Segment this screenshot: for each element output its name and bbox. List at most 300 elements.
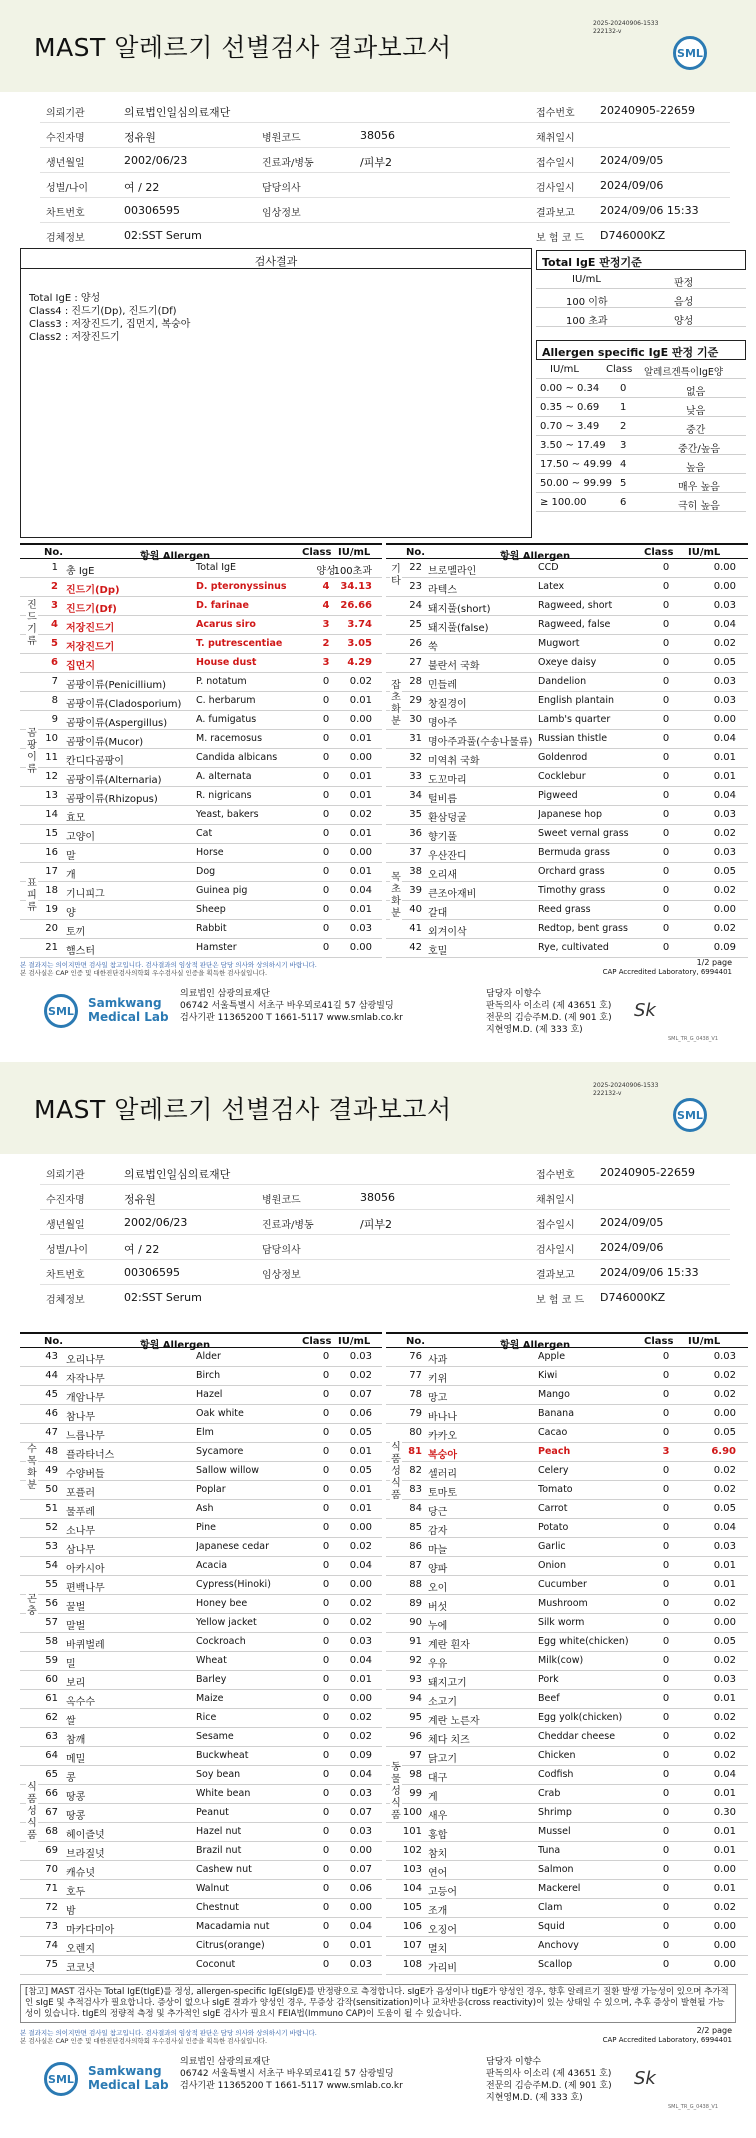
allergen-korean-name: 곰팡이류(Mucor) <box>66 737 144 748</box>
allergen-class: 0 <box>662 733 670 744</box>
allergen-class: 0 <box>322 942 330 953</box>
allergen-row <box>20 1462 382 1481</box>
allergen-iu-value: 0.03 <box>713 1674 736 1685</box>
allergen-number: 7 <box>51 676 58 687</box>
allergen-row <box>20 1899 382 1918</box>
allergen-english-name: Pigweed <box>538 790 578 801</box>
report-title: MAST 알레르기 선별검사 결과보고서 <box>34 33 452 62</box>
allergen-class: 0 <box>322 1902 330 1913</box>
allergen-row <box>386 787 748 806</box>
allergen-number: 86 <box>409 1541 422 1552</box>
cap-label: CAP Accredited Laboratory, 6994401 <box>602 968 732 976</box>
allergen-class: 0 <box>322 1959 330 1970</box>
allergen-english-name: Pork <box>538 1674 559 1685</box>
allergen-row <box>386 1595 748 1614</box>
allergen-english-name: Redtop, bent grass <box>538 923 628 934</box>
allergen-number: 67 <box>45 1807 58 1818</box>
allergen-class: 0 <box>662 638 670 649</box>
allergen-english-name: Hazel <box>196 1389 223 1400</box>
allergen-iu-value: 0.04 <box>713 790 736 801</box>
allergen-korean-name: 복숭아 <box>428 1450 457 1461</box>
allergen-english-name: Coconut <box>196 1959 236 1970</box>
allergen-row <box>20 1785 382 1804</box>
allergen-class: 0 <box>662 942 670 953</box>
allergen-english-name: Hamster <box>196 942 237 953</box>
allergen-row <box>386 597 748 616</box>
allergen-english-name: Guinea pig <box>196 885 248 896</box>
allergen-row <box>386 1956 748 1975</box>
allergen-row <box>20 939 382 958</box>
allergen-korean-name: 바퀴벌레 <box>66 1640 105 1651</box>
group-label-tree: 수목화분 <box>27 1444 37 1491</box>
allergen-korean-name: 헤이즐넛 <box>66 1830 105 1841</box>
allergen-number: 94 <box>409 1693 422 1704</box>
allergen-english-name: Rabbit <box>196 923 227 934</box>
allergen-class: 0 <box>662 657 670 668</box>
allergen-row <box>386 1709 748 1728</box>
allergen-iu-value: 0.05 <box>713 1636 736 1647</box>
examinee-value: 정유원 <box>124 131 156 144</box>
allergen-english-name: P. notatum <box>196 676 247 687</box>
allergen-iu-value: 0.03 <box>713 809 736 820</box>
allergen-korean-name: 브라질넛 <box>66 1849 105 1860</box>
patient-info: 의뢰기관 의료법인일심의료재단 접수번호 20240905-22659 수진자명 정유원 병원코드 38056 채취일시 생년월일 2002/06/23 진료과/병동 /피부2 접수일시 2024/09/05 성별/나이 여 / 22 담당의사 검사일시 2024/09/06 차트번호 00306595 임상정보 결과보고 2024/09/06 15:33 검체정보 02:SST Serum 보 험 코 드 D746000KZ <box>40 1160 730 1310</box>
allergen-number: 41 <box>409 923 422 934</box>
allergen-class: 0 <box>662 1883 670 1894</box>
allergen-iu-value: 0.01 <box>349 828 372 839</box>
allergen-row <box>386 1424 748 1443</box>
allergen-number: 102 <box>402 1845 422 1856</box>
allergen-english-name: Cashew nut <box>196 1864 252 1875</box>
allergen-class: 0 <box>322 1674 330 1685</box>
allergen-iu-value: 0.02 <box>713 828 736 839</box>
allergen-row <box>20 825 382 844</box>
allergen-english-name: Oxeye daisy <box>538 657 597 668</box>
group-label-grass: 목초화분 <box>391 872 401 919</box>
allergen-class: 0 <box>662 1370 670 1381</box>
allergen-korean-name: 개암나무 <box>66 1393 105 1404</box>
allergen-table-right: No. 항원 Allergen Class IU/mL 76 사과 Apple 0 0.03 77 키위 Kiwi 0 0.02 78 망고 Mango 0 0.02 79 바나나 Banana 0 0.00 80 카카오 Cacao 0 0.05 81 복숭아 Peach 3 6.90 82 셀러리 Celery 0 0.02 83 토마토 Tomato 0 0.02 84 당근 Carrot 0 0.05 85 감자 Potato 0 0.04 86 마늘 Garlic 0 0.03 87 양파 Onion 0 0.01 88 오이 Cucumber 0 0.01 89 버섯 Mushroom 0 0.02 90 누에 Silk worm 0 0.00 91 계란 흰자 Egg white(chicken) 0 0.05 92 우유 Milk(cow) 0 0.02 93 돼지고기 Pork 0 0.03 94 소고기 Beef 0 0.01 95 계란 노른자 Egg yolk(chicken) 0 0.02 96 체다 치즈 Cheddar cheese 0 0.02 97 닭고기 Chicken 0 0.02 98 대구 Codfish 0 0.04 99 게 Crab 0 0.01 100 새우 Shrimp 0 0.30 101 홍합 Mussel 0 0.01 102 참치 Tuna 0 0.01 103 연어 Salmon 0 0.00 104 고등어 Mackerel 0 0.01 105 조개 Clam 0 0.02 106 오징어 Squid 0 0.00 107 멸치 Anchovy 0 0.00 108 가리비 Scallop 0 0.00 <box>386 1332 748 1975</box>
allergen-korean-name: 민들레 <box>428 680 457 691</box>
allergen-number: 49 <box>45 1465 58 1476</box>
allergen-number: 43 <box>45 1351 58 1362</box>
allergen-english-name: Macadamia nut <box>196 1921 270 1932</box>
allergen-number: 63 <box>45 1731 58 1742</box>
allergen-class: 3 <box>322 657 330 668</box>
group-label-animal-food: 동물성식품 <box>391 1762 401 1821</box>
allergen-row <box>386 1823 748 1842</box>
allergen-number: 5 <box>51 638 58 649</box>
allergen-english-name: Bermuda grass <box>538 847 610 858</box>
allergen-number: 80 <box>409 1427 422 1438</box>
allergen-iu-value: 0.00 <box>713 1408 736 1419</box>
allergen-korean-name: 멸치 <box>428 1944 448 1955</box>
allergen-row <box>20 787 382 806</box>
allergen-class: 0 <box>322 1389 330 1400</box>
allergen-class: 0 <box>662 866 670 877</box>
allergen-row <box>386 616 748 635</box>
allergen-iu-value: 0.04 <box>349 885 372 896</box>
allergen-row <box>20 1690 382 1709</box>
allergen-class: 0 <box>662 809 670 820</box>
allergen-iu-value: 0.00 <box>713 1959 736 1970</box>
allergen-class: 0 <box>662 1807 670 1818</box>
allergen-iu-value: 0.02 <box>349 1598 372 1609</box>
allergen-class: 0 <box>662 695 670 706</box>
allergen-english-name: Ragweed, short <box>538 600 613 611</box>
form-code: SML_TR_G_0438_V1 <box>668 1036 719 1042</box>
allergen-korean-name: 게 <box>428 1792 438 1803</box>
allergen-korean-name: 곰팡이류(Alternaria) <box>66 775 162 786</box>
allergen-number: 78 <box>409 1389 422 1400</box>
allergen-class: 0 <box>662 752 670 763</box>
allergen-number: 88 <box>409 1579 422 1590</box>
allergen-iu-value: 0.01 <box>349 1674 372 1685</box>
allergen-class: 0 <box>322 1655 330 1666</box>
page-number: 2/2 page <box>696 2026 732 2035</box>
allergen-korean-name: 참나무 <box>66 1412 95 1423</box>
allergen-class: 0 <box>322 752 330 763</box>
allergen-class: 0 <box>662 1826 670 1837</box>
allergen-korean-name: 말벌 <box>66 1621 86 1632</box>
allergen-english-name: Onion <box>538 1560 566 1571</box>
allergen-iu-value: 0.00 <box>713 1864 736 1875</box>
allergen-row <box>386 1690 748 1709</box>
allergen-english-name: Ragweed, false <box>538 619 611 630</box>
allergen-korean-name: 감자 <box>428 1526 448 1537</box>
allergen-korean-name: 버섯 <box>428 1602 448 1613</box>
allergen-number: 20 <box>45 923 58 934</box>
sexage-value: 여 / 22 <box>124 181 160 194</box>
allergen-class: 0 <box>662 1503 670 1514</box>
allergen-english-name: Russian thistle <box>538 733 608 744</box>
allergen-english-name: Oak white <box>196 1408 244 1419</box>
allergen-number: 101 <box>402 1826 422 1837</box>
allergen-iu-value: 4.29 <box>347 657 372 668</box>
reference-note: [참고] MAST 검사는 Total IgE(tIgE)를 정성, allergen-specific IgE(sIgE)를 반정량으로 측정합니다. sIgE가 음성이나 tIgE가 양성인 경우, 향후 알레르기 질환 발생 가능성이 있으며 추가적인 sIgE 및 추적검사가 필요합니다. 증상이 없으나 sIgE 결과가 양성인 경우, 무증상 감작(sensitization)이나 교차반응(cross reactivity)이 있는 상태일 수 있으며, 추후 증상이 발현될 가능성이 있습니다. tIgE의 정량적 측정 및 추가적인 sIgE 검사가 필요시 FEIA법(Immuno CAP)이 도움이 될 수 있습니다. <box>20 1984 736 2023</box>
allergen-korean-name: 토마토 <box>428 1488 457 1499</box>
allergen-row <box>20 1500 382 1519</box>
allergen-class: 0 <box>322 1750 330 1761</box>
allergen-iu-value: 0.03 <box>713 1541 736 1552</box>
allergen-korean-name: 홍합 <box>428 1830 448 1841</box>
allergen-row <box>386 1899 748 1918</box>
allergen-english-name: Codfish <box>538 1769 574 1780</box>
allergen-row <box>20 1880 382 1899</box>
allergen-iu-value: 0.30 <box>713 1807 736 1818</box>
allergen-row <box>20 1671 382 1690</box>
allergen-english-name: Horse <box>196 847 224 858</box>
allergen-row <box>386 692 748 711</box>
allergen-row <box>20 597 382 616</box>
allergen-row <box>20 749 382 768</box>
allergen-korean-name: 느릅나무 <box>66 1431 105 1442</box>
allergen-korean-name: 토끼 <box>66 927 86 938</box>
allergen-korean-name: 당근 <box>428 1507 448 1518</box>
allergen-row <box>20 1386 382 1405</box>
allergen-number: 25 <box>409 619 422 630</box>
group-label-weed: 잡초화분 <box>391 680 401 727</box>
notice-line: 본 결과지는 의이지만면 검사일 참고입니다. 검사결과의 임상적 판단은 담당 의사와 상의하시기 바랍니다. <box>20 2029 317 2037</box>
allergen-class: 0 <box>662 581 670 592</box>
allergen-number: 13 <box>45 790 58 801</box>
allergen-iu-value: 0.02 <box>713 1902 736 1913</box>
allergen-english-name: Goldenrod <box>538 752 588 763</box>
allergen-english-name: Egg white(chicken) <box>538 1636 629 1647</box>
allergen-number: 23 <box>409 581 422 592</box>
allergen-row <box>20 1842 382 1861</box>
allergen-class: 0 <box>322 1522 330 1533</box>
allergen-iu-value: 0.05 <box>713 1503 736 1514</box>
allergen-class: 0 <box>322 676 330 687</box>
allergen-korean-name: 오렌지 <box>66 1944 95 1955</box>
allergen-row <box>20 1348 382 1367</box>
allergen-class: 0 <box>662 1769 670 1780</box>
allergen-number: 15 <box>45 828 58 839</box>
allergen-row <box>386 1728 748 1747</box>
allergen-class: 0 <box>662 885 670 896</box>
allergen-class: 0 <box>662 790 670 801</box>
allergen-class: 0 <box>662 1465 670 1476</box>
allergen-english-name: Mango <box>538 1389 570 1400</box>
allergen-korean-name: 창질경이 <box>428 699 467 710</box>
allergen-iu-value: 0.05 <box>713 657 736 668</box>
allergen-korean-name: 명아주과풀(수송나물류) <box>428 737 533 748</box>
allergen-english-name: Soy bean <box>196 1769 241 1780</box>
group-label-insect: 곤충 <box>27 1594 37 1617</box>
allergen-english-name: Apple <box>538 1351 566 1362</box>
report-page-1 <box>0 0 756 1050</box>
allergen-iu-value: 0.04 <box>713 1522 736 1533</box>
allergen-row <box>20 711 382 730</box>
allergen-iu-value: 0.02 <box>713 1655 736 1666</box>
allergen-korean-name: 저장진드기 <box>66 642 115 653</box>
allergen-number: 90 <box>409 1617 422 1628</box>
allergen-iu-value: 0.02 <box>349 1712 372 1723</box>
lab-name: Samkwang Medical Lab <box>88 996 169 1024</box>
allergen-row <box>20 901 382 920</box>
allergen-number: 75 <box>45 1959 58 1970</box>
allergen-korean-name: 바나나 <box>428 1412 457 1423</box>
allergen-row <box>20 1614 382 1633</box>
insurance-value: D746000KZ <box>600 229 666 242</box>
allergen-english-name: Walnut <box>196 1883 230 1894</box>
allergen-korean-name: 곰팡이류(Cladosporium) <box>66 699 182 710</box>
allergen-iu-value: 0.02 <box>349 1541 372 1552</box>
allergen-english-name: Squid <box>538 1921 565 1932</box>
allergen-english-name: White bean <box>196 1788 251 1799</box>
allergen-number: 39 <box>409 885 422 896</box>
allergen-class: 0 <box>662 676 670 687</box>
allergen-english-name: Sesame <box>196 1731 234 1742</box>
allergen-iu-value: 0.00 <box>713 1617 736 1628</box>
allergen-english-name: Garlic <box>538 1541 566 1552</box>
allergen-number: 97 <box>409 1750 422 1761</box>
allergen-number: 9 <box>51 714 58 725</box>
allergen-korean-name: 우산잔디 <box>428 851 467 862</box>
allergen-iu-value: 6.90 <box>711 1446 736 1457</box>
allergen-row <box>20 616 382 635</box>
allergen-english-name: Egg yolk(chicken) <box>538 1712 623 1723</box>
allergen-iu-value: 0.02 <box>713 1712 736 1723</box>
allergen-class: 0 <box>662 600 670 611</box>
allergen-iu-value: 0.00 <box>349 1693 372 1704</box>
allergen-class: 0 <box>322 1693 330 1704</box>
allergen-class: 0 <box>322 1845 330 1856</box>
allergen-row <box>20 692 382 711</box>
allergen-iu-value: 0.01 <box>713 771 736 782</box>
allergen-number: 93 <box>409 1674 422 1685</box>
sml-logo: SML <box>44 994 78 1028</box>
allergen-korean-name: 코코넛 <box>66 1963 95 1974</box>
allergen-iu-value: 0.00 <box>713 581 736 592</box>
result-summary: 검사결과 Total IgE : 양성 Class4 : 진드기(Dp), 진드기(Df) Class3 : 저장진드기, 집먼지, 복숭아 Class2 : 저장진드기 <box>20 248 532 538</box>
allergen-row <box>20 768 382 787</box>
allergen-english-name: Beef <box>538 1693 560 1704</box>
allergen-iu-value: 0.04 <box>713 733 736 744</box>
allergen-row <box>386 1481 748 1500</box>
allergen-class: 0 <box>322 771 330 782</box>
page-number: 1/2 page <box>696 958 732 967</box>
allergen-iu-value: 0.01 <box>713 1693 736 1704</box>
allergen-number: 108 <box>402 1959 422 1970</box>
allergen-number: 77 <box>409 1370 422 1381</box>
allergen-row <box>386 635 748 654</box>
allergen-english-name: Cockroach <box>196 1636 246 1647</box>
allergen-row <box>386 1747 748 1766</box>
allergen-row <box>20 1481 382 1500</box>
allergen-korean-name: 조개 <box>428 1906 448 1917</box>
allergen-english-name: Ash <box>196 1503 214 1514</box>
lab-name: Samkwang Medical Lab <box>88 2064 169 2092</box>
allergen-english-name: Sweet vernal grass <box>538 828 629 839</box>
allergen-korean-name: 저장진드기 <box>66 623 115 634</box>
allergen-class: 0 <box>322 1465 330 1476</box>
group-label-mite: 진드기류 <box>27 600 37 647</box>
allergen-row <box>20 1367 382 1386</box>
allergen-iu-value: 0.02 <box>713 1484 736 1495</box>
allergen-english-name: D. pteronyssinus <box>196 581 287 592</box>
allergen-english-name: Chicken <box>538 1750 576 1761</box>
allergen-korean-name: 개 <box>66 870 76 881</box>
allergen-english-name: Acarus siro <box>196 619 256 630</box>
allergen-iu-value: 3.74 <box>347 619 372 630</box>
allergen-english-name: Acacia <box>196 1560 228 1571</box>
allergen-iu-value: 0.03 <box>349 1351 372 1362</box>
hospcode-value: 38056 <box>360 129 395 142</box>
allergen-class: 0 <box>322 1446 330 1457</box>
receipt-value: 20240905-22659 <box>600 104 695 117</box>
allergen-row <box>20 1861 382 1880</box>
allergen-korean-name: 호밀 <box>428 946 448 957</box>
allergen-number: 89 <box>409 1598 422 1609</box>
allergen-english-name: Sheep <box>196 904 226 915</box>
allergen-number: 16 <box>45 847 58 858</box>
allergen-english-name: Rice <box>196 1712 217 1723</box>
allergen-iu-value: 0.02 <box>349 1731 372 1742</box>
allergen-number: 91 <box>409 1636 422 1647</box>
allergen-korean-name: 큰조아재비 <box>428 889 477 900</box>
allergen-class: 0 <box>322 904 330 915</box>
allergen-iu-value: 0.02 <box>713 923 736 934</box>
allergen-number: 34 <box>409 790 422 801</box>
allergen-english-name: Cacao <box>538 1427 568 1438</box>
allergen-class: 0 <box>322 923 330 934</box>
allergen-iu-value: 0.00 <box>349 714 372 725</box>
allergen-class: 2 <box>322 638 330 649</box>
allergen-korean-name: 플라타너스 <box>66 1450 115 1461</box>
allergen-iu-value: 0.03 <box>349 1788 372 1799</box>
report-header <box>0 0 756 92</box>
allergen-english-name: Mackerel <box>538 1883 581 1894</box>
allergen-class: 0 <box>322 714 330 725</box>
allergen-iu-value: 0.03 <box>349 1636 372 1647</box>
allergen-number: 55 <box>45 1579 58 1590</box>
allergen-iu-value: 0.06 <box>349 1883 372 1894</box>
allergen-iu-value: 0.02 <box>713 638 736 649</box>
allergen-korean-name: 곰팡이류(Aspergillus) <box>66 718 168 729</box>
allergen-korean-name: 오리새 <box>428 870 457 881</box>
allergen-iu-value: 0.02 <box>349 1617 372 1628</box>
allergen-class: 0 <box>662 1560 670 1571</box>
allergen-row <box>386 730 748 749</box>
allergen-english-name: Celery <box>538 1465 569 1476</box>
allergen-number: 58 <box>45 1636 58 1647</box>
allergen-iu-value: 0.07 <box>349 1807 372 1818</box>
allergen-iu-value: 0.02 <box>713 885 736 896</box>
allergen-class: 0 <box>322 1712 330 1723</box>
allergen-class: 0 <box>662 619 670 630</box>
allergen-class: 0 <box>662 1598 670 1609</box>
allergen-iu-value: 0.01 <box>349 904 372 915</box>
allergen-class: 0 <box>322 809 330 820</box>
cap-label: CAP Accredited Laboratory, 6994401 <box>602 2036 732 2044</box>
allergen-row <box>386 1880 748 1899</box>
allergen-number: 69 <box>45 1845 58 1856</box>
allergen-iu-value: 0.03 <box>713 695 736 706</box>
allergen-number: 61 <box>45 1693 58 1704</box>
allergen-number: 29 <box>409 695 422 706</box>
allergen-english-name: Clam <box>538 1902 563 1913</box>
allergen-number: 37 <box>409 847 422 858</box>
allergen-number: 28 <box>409 676 422 687</box>
allergen-iu-value: 0.02 <box>713 1731 736 1742</box>
allergen-class: 0 <box>322 1541 330 1552</box>
allergen-class: 0 <box>662 828 670 839</box>
allergen-number: 104 <box>402 1883 422 1894</box>
allergen-korean-name: 햄스터 <box>66 946 95 957</box>
allergen-iu-value: 0.09 <box>349 1750 372 1761</box>
allergen-class: 0 <box>322 1579 330 1590</box>
allergen-english-name: Cat <box>196 828 213 839</box>
allergen-row <box>386 1671 748 1690</box>
dept-value: /피부2 <box>360 156 392 169</box>
allergen-table-left: No. 항원 Allergen Class IU/mL 1 총 IgE Total IgE 양성 100초과 2 진드기(Dp) D. pteronyssinus 4 34.13 3 진드기(Df) D. farinae 4 26.66 4 저장진드기 Acarus siro 3 3.74 5 저장진드기 T. putrescentiae 2 3.05 6 집먼지 House dust 3 4.29 7 곰팡이류(Penicillium) P. notatum 0 0.02 8 곰팡이류(Cladosporium) C. herbarum 0 0.01 9 곰팡이류(Aspergillus) A. fumigatus 0 0.00 10 곰팡이류(Mucor) M. racemosus 0 0.01 11 칸디다곰팡이 Candida albicans 0 0.00 12 곰팡이류(Alternaria) A. alternata 0 0.01 13 곰팡이류(Rhizopus) R. nigricans 0 0.01 14 효모 Yeast, bakers 0 0.02 15 고양이 Cat 0 0.01 16 말 Horse 0 0.00 17 개 Dog 0 0.01 18 기니피그 Guinea pig 0 0.04 19 양 Sheep 0 0.01 20 토끼 Rabbit 0 0.03 21 햄스터 Hamster 0 0.00 <box>20 543 382 958</box>
allergen-english-name: Sycamore <box>196 1446 244 1457</box>
doctor-info: 담당자 이향수 판독의사 이소리 (제 43651 호) 전문의 김승주M.D. (제 901 호) 지현영M.D. (제 333 호) <box>486 2057 612 2103</box>
allergen-class: 0 <box>322 1921 330 1932</box>
allergen-class: 0 <box>662 1750 670 1761</box>
allergen-class: 0 <box>662 1693 670 1704</box>
allergen-row <box>386 1405 748 1424</box>
allergen-iu-value: 0.03 <box>713 1351 736 1362</box>
allergen-number: 99 <box>409 1788 422 1799</box>
allergen-english-name: Citrus(orange) <box>196 1940 265 1951</box>
allergen-class: 0 <box>662 1788 670 1799</box>
allergen-korean-name: 브로멜라인 <box>428 566 477 577</box>
document-code: 2025-20240906-1533 222132-v <box>593 1082 659 1097</box>
allergen-korean-name: 호두 <box>66 1887 86 1898</box>
